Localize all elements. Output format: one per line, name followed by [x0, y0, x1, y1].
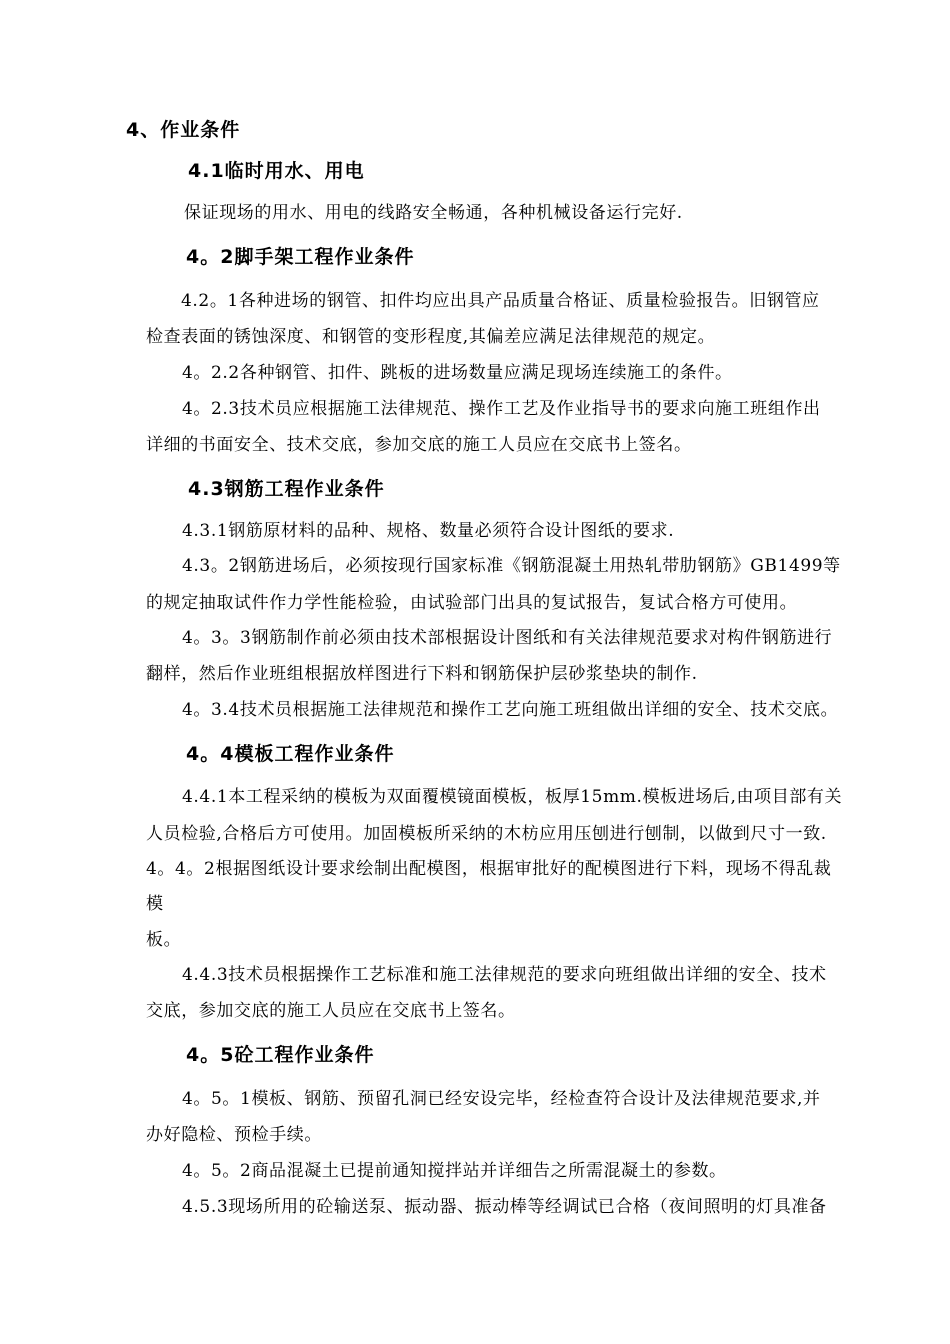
- paragraph-line: 模: [146, 894, 164, 914]
- paragraph-line: 4。2.3技术员应根据施工法律规范、操作工艺及作业指导书的要求向施工班组作出: [182, 399, 821, 419]
- paragraph-line: 办好隐检、预检手续。: [146, 1125, 322, 1145]
- paragraph-line: 板。: [146, 930, 182, 950]
- paragraph-line: 人员检验,合格后方可使用。加固模板所采纳的木枋应用压刨进行刨制，以做到尺寸一致.: [146, 824, 827, 844]
- subsection-title: 4。4模板工程作业条件: [186, 743, 395, 765]
- paragraph-line: 4.2。1各种进场的钢管、扣件均应出具产品质量合格证、质量检验报告。旧钢管应: [181, 291, 820, 311]
- paragraph-line: 检查表面的锈蚀深度、和钢管的变形程度,其偏差应满足法律规范的规定。: [146, 327, 716, 347]
- paragraph-line: 4。4。2根据图纸设计要求绘制出配模图，根据审批好的配模图进行下料，现场不得乱裁: [146, 859, 832, 879]
- paragraph-line: 4.4.3技术员根据操作工艺标准和施工法律规范的要求向班组做出详细的安全、技术: [182, 965, 827, 985]
- paragraph-line: 4。3。3钢筋制作前必须由技术部根据设计图纸和有关法律规范要求对构件钢筋进行: [182, 628, 833, 648]
- paragraph-line: 保证现场的用水、用电的线路安全畅通，各种机械设备运行完好.: [184, 203, 683, 223]
- paragraph-line: 4。3.4技术员根据施工法律规范和操作工艺向施工班组做出详细的安全、技术交底。: [182, 700, 839, 720]
- paragraph-line: 4.3。2钢筋进场后，必须按现行国家标准《钢筋混凝土用热轧带肋钢筋》GB1499等: [182, 556, 841, 576]
- paragraph-line: 4。5。1模板、钢筋、预留孔洞已经安设完毕，经检查符合设计及法律规范要求,并: [182, 1089, 821, 1109]
- paragraph-line: 4.4.1本工程采纳的模板为双面覆模镜面模板，板厚15mm.模板进场后,由项目部有关: [182, 787, 843, 807]
- paragraph-line: 详细的书面安全、技术交底，参加交底的施工人员应在交底书上签名。: [146, 435, 692, 455]
- subsection-title: 4。2脚手架工程作业条件: [186, 246, 415, 268]
- paragraph-line: 的规定抽取试件作力学性能检验，由试验部门出具的复试报告，复试合格方可使用。: [146, 593, 798, 613]
- paragraph-line: 4.5.3现场所用的砼输送泵、振动器、振动棒等经调试已合格（夜间照明的灯具准备: [182, 1197, 827, 1217]
- subsection-title: 4.1临时用水、用电: [188, 160, 365, 182]
- subsection-title: 4.3钢筋工程作业条件: [188, 478, 385, 500]
- paragraph-line: 交底，参加交底的施工人员应在交底书上签名。: [146, 1001, 516, 1021]
- paragraph-line: 4。5。2商品混凝土已提前通知搅拌站并详细告之所需混凝土的参数。: [182, 1161, 727, 1181]
- paragraph-line: 翻样，然后作业班组根据放样图进行下料和钢筋保护层砂浆垫块的制作.: [146, 664, 698, 684]
- subsection-title: 4。5砼工程作业条件: [186, 1044, 375, 1066]
- section-heading: 4、作业条件: [126, 119, 241, 141]
- paragraph-line: 4.3.1钢筋原材料的品种、规格、数量必须符合设计图纸的要求.: [182, 521, 675, 541]
- paragraph-line: 4。2.2各种钢管、扣件、跳板的进场数量应满足现场连续施工的条件。: [182, 363, 733, 383]
